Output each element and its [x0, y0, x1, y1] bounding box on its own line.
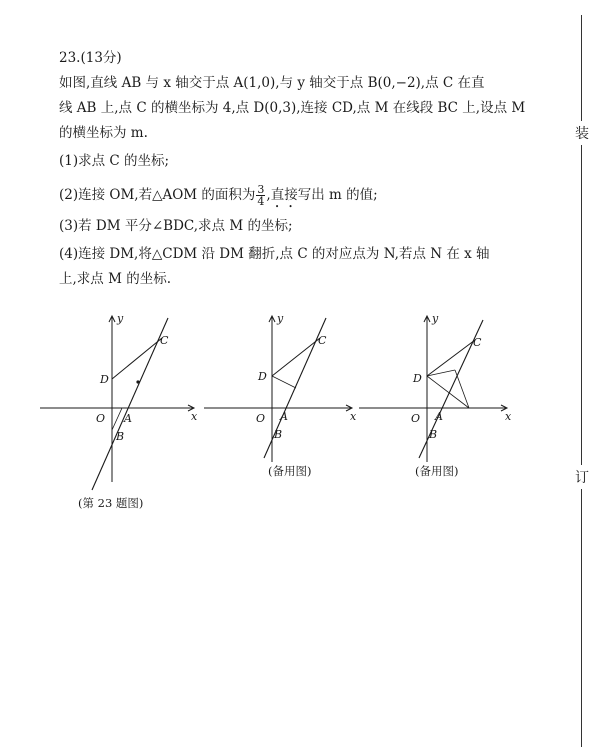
label-y: y	[277, 312, 284, 325]
label-a: A	[435, 410, 443, 423]
spare-caption-1: (备用图)	[268, 464, 312, 478]
label-d: D	[100, 373, 109, 386]
segment-cd	[112, 338, 162, 379]
question-2-emphasis: 直接	[270, 187, 298, 203]
question-2	[59, 180, 529, 211]
question-2-after: 写出 m 的值;	[297, 187, 378, 203]
binding-label-bottom: 订	[575, 465, 589, 489]
main-figure	[38, 312, 198, 492]
problem-header: 23.(13分)	[59, 50, 122, 66]
label-b: B	[116, 430, 125, 443]
label-b: B	[429, 428, 438, 441]
question-2-comma: ,	[266, 187, 271, 203]
fraction-numerator: 3	[257, 183, 265, 196]
label-a: A	[124, 412, 132, 425]
main-figure-caption: (第 23 题图)	[78, 496, 144, 510]
question-4-line-1: (4)连接 DM,将△CDM 沿 DM 翻折,点 C 的对应点为 N,若点 N 在 x 轴	[59, 246, 490, 262]
label-x: x	[191, 410, 198, 423]
binding-label-top: 装	[575, 121, 589, 145]
label-a: A	[280, 410, 288, 423]
label-b: B	[274, 428, 283, 441]
label-o: O	[411, 412, 421, 425]
problem-intro-line-2: 线 AB 上,点 C 的横坐标为 4,点 D(0,3),连接 CD,点 M 在线段 BC 上,设点 M	[59, 100, 526, 116]
label-y: y	[117, 312, 124, 325]
question-2-fraction	[256, 184, 265, 207]
label-c: C	[318, 334, 327, 347]
spare-caption-2: (备用图)	[415, 464, 459, 478]
problem-text	[59, 46, 529, 292]
label-c: C	[160, 334, 169, 347]
label-c: C	[473, 336, 482, 349]
question-1: (1)求点 C 的坐标;	[59, 153, 170, 169]
segment-dm	[272, 376, 296, 388]
question-3: (3)若 DM 平分∠BDC,求点 M 的坐标;	[59, 218, 293, 234]
fraction-denominator: 4	[257, 195, 265, 208]
problem-intro-line-3: 的横坐标为 m.	[59, 125, 148, 141]
line-ab	[92, 318, 168, 490]
label-o: O	[256, 412, 266, 425]
label-d: D	[258, 370, 267, 383]
label-o: O	[96, 412, 106, 425]
question-2-before: (2)连接 OM,若△AOM 的面积为	[59, 187, 256, 203]
label-y: y	[432, 312, 439, 325]
label-x: x	[350, 410, 357, 423]
question-4-line-2: 上,求点 M 的坐标.	[59, 271, 171, 287]
point-m	[136, 380, 139, 383]
label-d: D	[413, 372, 422, 385]
problem-intro-line-1: 如图,直线 AB 与 x 轴交于点 A(1,0),与 y 轴交于点 B(0,−2),点 C 在直	[59, 75, 485, 91]
label-x: x	[505, 410, 512, 423]
segment-cd	[272, 338, 320, 376]
